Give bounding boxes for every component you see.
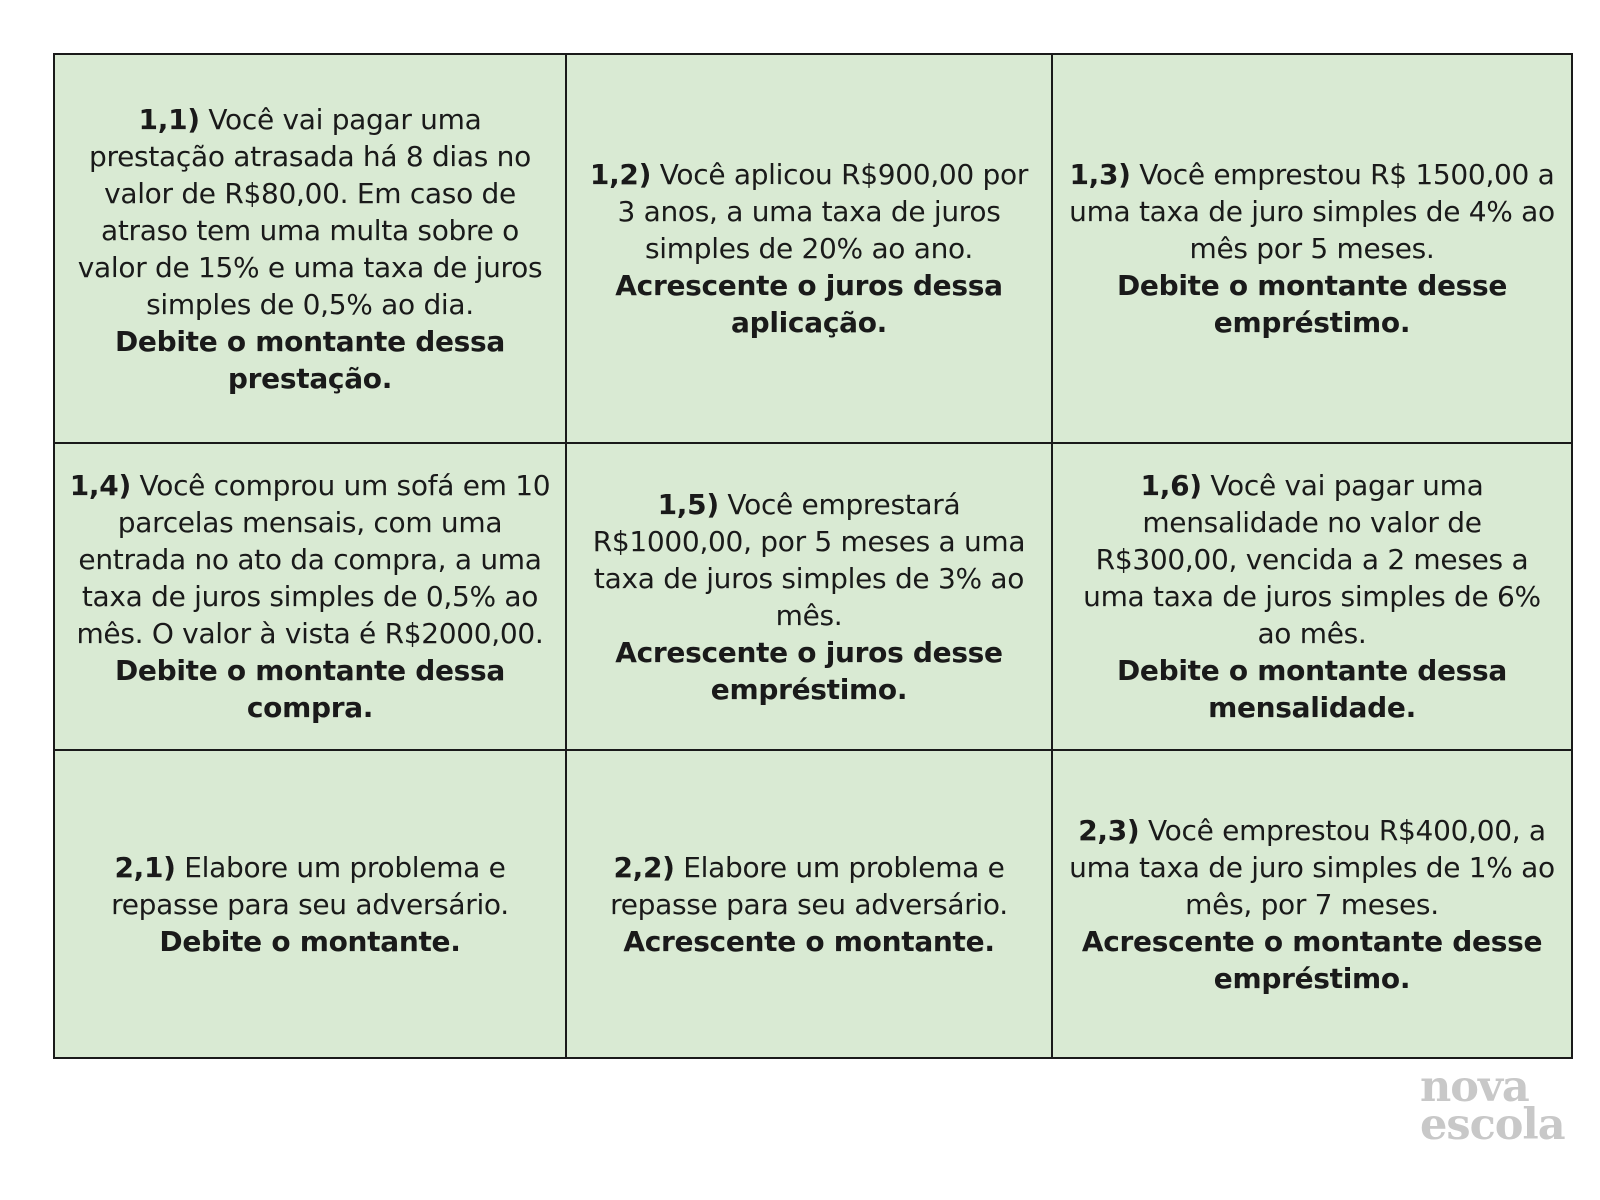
card-number: 1,4) [69,469,131,502]
card-grid [53,53,1573,1059]
card-action: Acrescente o juros desse empréstimo. [615,635,1003,706]
card-text: Você aplicou R$900,00 por 3 anos, a uma taxa de juros simples de 20% ao ano. [617,158,1029,265]
card-1-1 [55,55,567,444]
logo-line-2: escola [1420,1100,1565,1150]
card-number: 1,1) [138,102,200,136]
card-action: Debite o montante. [159,924,461,958]
card-action: Debite o montante desse empréstimo. [1116,269,1508,339]
card-text: Você emprestou R$400,00, a uma taxa de juro simples de 1% ao mês, por 7 meses. [1069,813,1555,921]
card-text: Você vai pagar uma mensalidade no valor de R$300,00, vencida a 2 meses a uma taxa de juros simples de 6% ao mês. [1083,469,1541,650]
card-2-2 [567,751,1053,1057]
card-action: Acrescente o montante desse empréstimo. [1081,924,1543,995]
card-text: Elabore um problema e repasse para seu adversário. [610,850,1008,921]
card-text: Você vai pagar uma prestação atrasada há 8 dias no valor de R$80,00. Em caso de atraso tem uma multa sobre o valor de 15% e uma taxa de juros simples de 0,5% ao dia. [77,102,543,321]
card-1-5 [567,444,1053,751]
card-number: 1,3) [1069,158,1131,191]
card-1-4 [55,444,567,751]
card-text: Você emprestará R$1000,00, por 5 meses a uma taxa de juros simples de 3% ao mês. [592,487,1026,632]
card-number: 2,2) [613,850,675,884]
card-action: Acrescente o montante. [623,924,995,958]
card-1-6 [1053,444,1571,751]
card-1-3 [1053,55,1571,444]
card-number: 2,3) [1078,813,1140,847]
card-2-1 [55,751,567,1057]
card-text: Você emprestou R$ 1500,00 a uma taxa de juro simples de 4% ao mês por 5 meses. [1069,158,1555,265]
card-action: Debite o montante dessa prestação. [114,324,506,395]
card-number: 1,2) [589,158,652,191]
card-text: Elabore um problema e repasse para seu adversário. [111,850,509,921]
card-action: Acrescente o juros dessa aplicação. [615,269,1003,339]
card-text: Você comprou um sofá em 10 parcelas mensais, com uma entrada no ato da compra, a uma taxa de juros simples de 0,5% ao mês. O valor à vista é R$2000,00. [76,469,551,650]
card-number: 1,5) [657,487,719,521]
card-action: Debite o montante dessa mensalidade. [1116,654,1508,724]
nova-escola-logo [1420,1062,1572,1150]
card-number: 1,6) [1140,469,1202,502]
card-action: Debite o montante dessa compra. [114,654,506,724]
logo-line-1: nova [1420,1062,1529,1112]
card-1-2 [567,55,1053,444]
card-number: 2,1) [114,850,176,884]
card-2-3 [1053,751,1571,1057]
